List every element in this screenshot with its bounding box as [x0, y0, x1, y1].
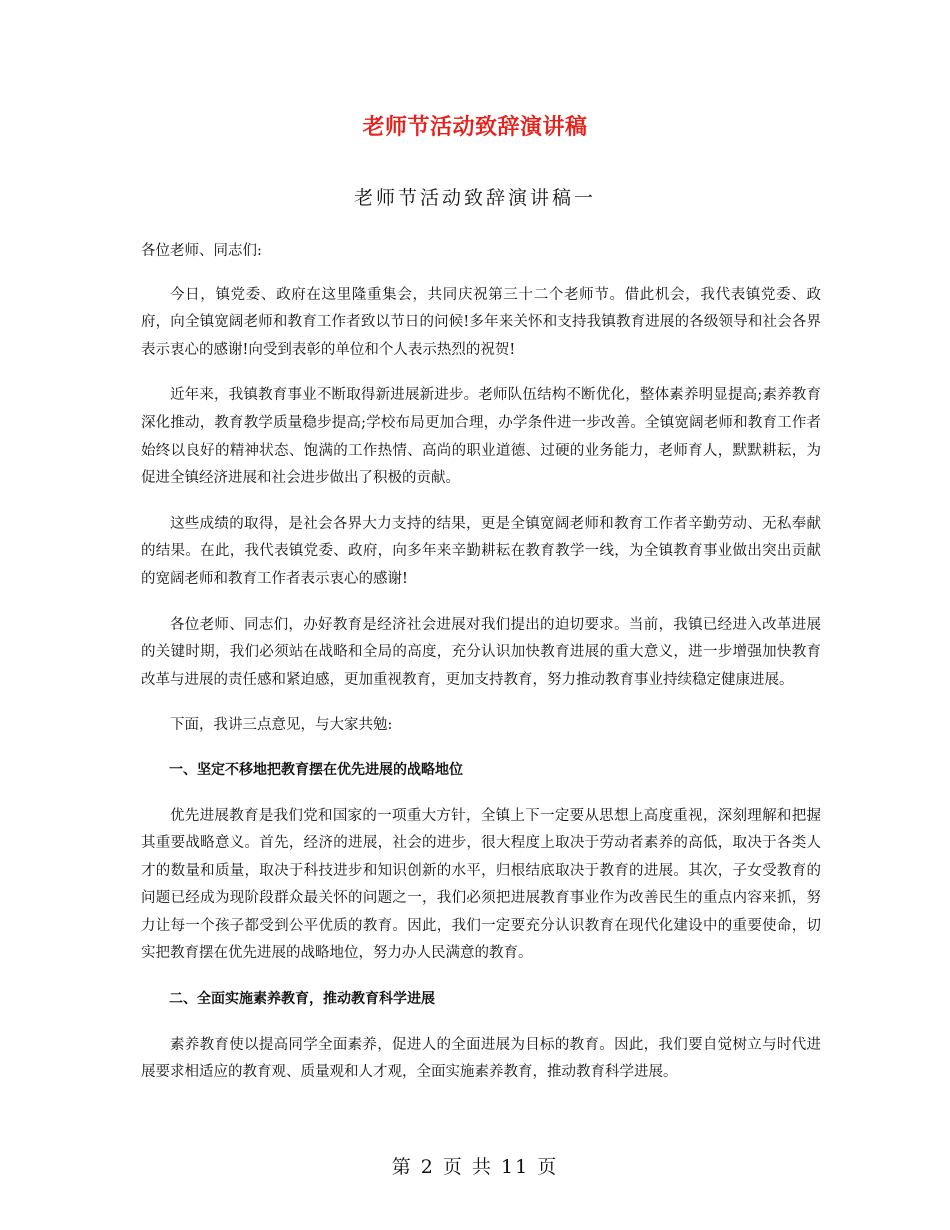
paragraph: 下面，我讲三点意见，与大家共勉: [170, 717, 393, 734]
paragraph: 今日，镇党委、政府在这里隆重集会，共同庆祝第三十二个老师节。借此机会，我代表镇党委、政府，向全镇宽阔老师和教育工作者致以节日的问候!多年来关怀和支持我镇教育进展的各级领导和社会各界表示衷心的感谢!向受到表彰的单位和个人表示热烈的祝贺! [141, 286, 821, 358]
paragraph: 优先进展教育是我们党和国家的一项重大方针，全镇上下一定要从思想上高度重视，深刻理解和把握其重要战略意义。首先，经济的进展，社会的进步，很大程度上取决于劳动者素养的高低，取决于各类人才的数量和质量，取决于科技进步和知识创新的水平，归根结底取决于教育的进展。其次，子女受教育的问题已经成为现阶段群众最关怀的问题之一，我们必须把进展教育事业作为改善民生的重点内容来抓，努力让每一个孩子都受到公平优质的教育。因此，我们一定要充分认识教育在现代化建设中的重要使命，切实把教育摆在优先进展的战略地位，努力办人民满意的教育。 [141, 807, 821, 962]
paragraph: 各位老师、同志们，办好教育是经济社会进展对我们提出的迫切要求。当前，我镇已经进入改革进展的关键时期，我们必须站在战略和全局的高度，充分认识加快教育进展的重大意义，进一步增强加快教育改革与进展的责任感和紧迫感，更加重视教育，更加支持教育，努力推动教育事业持续稳定健康进展。 [141, 616, 821, 688]
page-number-footer: 第 2 页 共 11 页 [391, 1156, 559, 1178]
section-heading: 一、坚定不移地把教育摆在优先进展的战略地位 [169, 761, 463, 778]
document-subtitle: 老师节活动致辞演讲稿一 [353, 187, 596, 209]
paragraph: 素养教育使以提高同学全面素养，促进人的全面进展为目标的教育。因此，我们要自觉树立与时代进展要求相适应的教育观、质量观和人才观，全面实施素养教育，推动教育科学进展。 [141, 1036, 821, 1081]
salutation: 各位老师、同志们: [141, 243, 262, 259]
paragraph: 近年来，我镇教育事业不断取得新进展新进步。老师队伍结构不断优化，整体素养明显提高;素养教育深化推动，教育教学质量稳步提高;学校布局更加合理，办学条件进一步改善。全镇宽阔老师和教育工作者始终以良好的精神状态、饱满的工作热情、高尚的职业道德、过硬的业务能力，老师育人，默默耕耘，为促进全镇经济进展和社会进步做出了积极的贡献。 [141, 387, 821, 487]
section-heading: 二、全面实施素养教育，推动教育科学进展 [169, 991, 435, 1008]
paragraph: 这些成绩的取得，是社会各界大力支持的结果，更是全镇宽阔老师和教育工作者辛勤劳动、无私奉献的结果。在此，我代表镇党委、政府，向多年来辛勤耕耘在教育教学一线，为全镇教育事业做出突出贡献的宽阔老师和教育工作者表示衷心的感谢! [141, 515, 821, 587]
document-title: 老师节活动致辞演讲稿 [362, 115, 588, 140]
document-body [141, 238, 821, 1105]
